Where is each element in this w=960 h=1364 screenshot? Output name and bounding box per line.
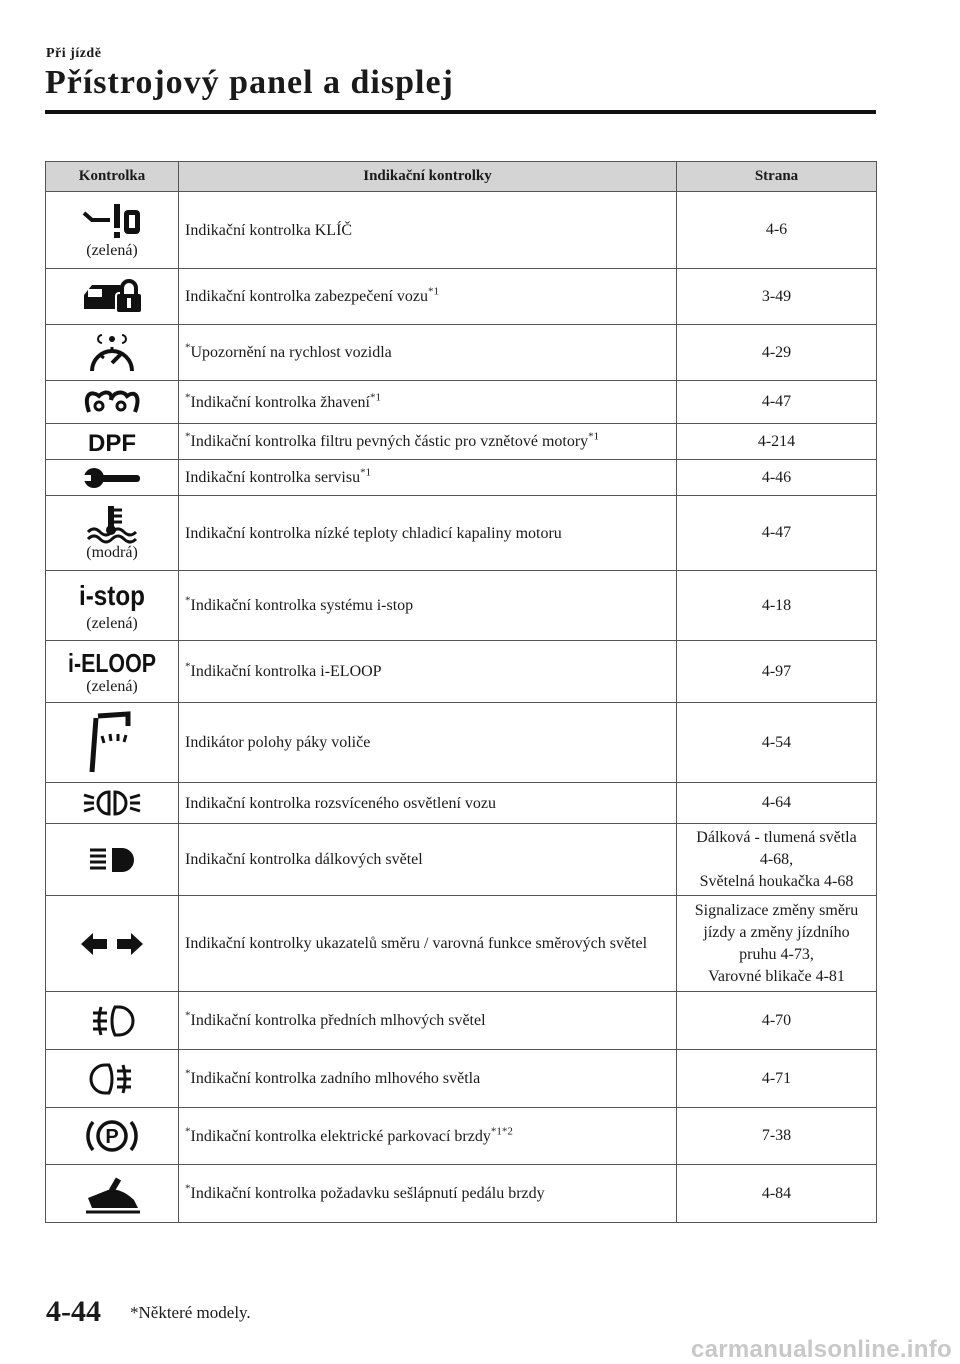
description-cell [179, 1108, 677, 1165]
front-fog-icon [87, 1003, 137, 1039]
icon-cell [46, 1050, 179, 1108]
icon-cell [46, 1165, 179, 1223]
icon-cell [46, 325, 179, 381]
page-cell [677, 1050, 877, 1108]
page-ref: Dálková - tlumená světla [696, 828, 857, 846]
page-cell [677, 703, 877, 783]
page-ref: Signalizace změny směru [694, 901, 859, 919]
description-cell [179, 1050, 677, 1108]
icon-cell [46, 1108, 179, 1165]
page-cell [677, 824, 877, 896]
page-ref: 4-68, [759, 850, 794, 868]
speed-alarm-icon [84, 331, 140, 375]
page-cell [677, 783, 877, 824]
table-row [46, 1108, 877, 1165]
page-ref: 4-47 [761, 393, 792, 410]
page-cell [677, 641, 877, 703]
description-text: Indikační kontrolka i-ELOOP [190, 663, 382, 680]
description-text: Indikační kontrolka dálkových světel [185, 851, 423, 868]
page-cell [677, 1108, 877, 1165]
page-cell [677, 460, 877, 496]
description-text: Indikátor polohy páky voliče [185, 734, 371, 751]
brake-pedal-icon [82, 1174, 142, 1214]
page-ref: jízdy a změny jízdního [703, 923, 850, 941]
description-text: Indikační kontrolka KLÍČ [185, 221, 353, 239]
page-cell [677, 192, 877, 269]
table-row [46, 571, 877, 641]
asterisk: * [185, 391, 191, 404]
icon-cell [46, 269, 179, 325]
description-cell [179, 325, 677, 381]
page-ref: 3-49 [761, 287, 792, 305]
asterisk: * [185, 341, 191, 354]
column-header: Kontrolka [46, 162, 179, 192]
key-warning-icon [80, 200, 144, 240]
table-row [46, 703, 877, 783]
icon-cell [46, 192, 179, 269]
description-cell [179, 641, 677, 703]
footnote-ref: *1 [428, 285, 439, 298]
column-header: Indikační kontrolky [179, 162, 677, 192]
table-row [46, 992, 877, 1050]
svg-text:i-ELOOP: i-ELOOP [68, 647, 156, 678]
page-title: Přístrojový panel a displej [45, 64, 454, 101]
page-cell [677, 381, 877, 424]
footnote-ref: *1 [370, 391, 381, 404]
page-ref: 4-29 [761, 343, 792, 361]
page-ref: pruhu 4-73, [739, 945, 814, 963]
description-cell [179, 992, 677, 1050]
description-cell [179, 269, 677, 325]
svg-text:i-stop: i-stop [79, 579, 145, 611]
page-ref: 4-47 [761, 524, 792, 541]
icon-cell [46, 424, 179, 460]
color-note: (zelená) [86, 242, 138, 259]
table-row [46, 192, 877, 269]
description-text: Indikační kontrolka zadního mlhového světla [190, 1070, 481, 1087]
page-cell [677, 269, 877, 325]
coolant-temperature-icon [84, 504, 140, 542]
table-row [46, 783, 877, 824]
page-cell [677, 1165, 877, 1223]
color-note: (zelená) [86, 614, 138, 632]
parking-brake-icon [82, 1114, 142, 1158]
high-beam-icon [82, 844, 142, 876]
wrench-icon [82, 466, 142, 490]
description-cell [179, 824, 677, 896]
i-stop-icon [76, 579, 148, 613]
page-cell [677, 992, 877, 1050]
asterisk: * [185, 1067, 191, 1080]
table-row [46, 460, 877, 496]
table-row [46, 1050, 877, 1108]
security-car-lock-icon [80, 279, 144, 315]
column-header: Strana [677, 162, 877, 192]
page-ref: Varovné blikače 4-81 [708, 967, 845, 985]
description-text: Indikační kontrolka zabezpečení vozu [185, 288, 428, 305]
gear-position-icon [82, 710, 142, 776]
asterisk: * [185, 660, 191, 673]
icon-cell [46, 460, 179, 496]
description-cell [179, 896, 677, 992]
page-ref: 4-18 [761, 596, 792, 614]
page-ref: 4-70 [761, 1011, 792, 1029]
footnote: *Některé modely. [130, 1303, 251, 1322]
svg-text:DPF: DPF [88, 429, 136, 457]
table-row [46, 325, 877, 381]
description-cell [179, 1165, 677, 1223]
description-cell [179, 381, 677, 424]
description-text: Indikační kontrolka rozsvíceného osvětlení vozu [185, 794, 497, 812]
page-cell [677, 424, 877, 460]
rear-fog-icon [87, 1061, 137, 1097]
table-row [46, 381, 877, 424]
page-cell [677, 496, 877, 571]
section-label: Při jízdě [46, 46, 102, 61]
color-note: (modrá) [86, 544, 138, 561]
asterisk: * [185, 1182, 191, 1195]
description-text: Indikační kontrolka žhavení [190, 393, 370, 411]
page-ref: 4-84 [761, 1184, 792, 1202]
page-ref: 4-97 [761, 662, 792, 680]
description-cell [179, 783, 677, 824]
i-eloop-icon [66, 648, 158, 676]
description-text: Indikační kontrolka systému i-stop [190, 597, 414, 614]
description-text: Indikační kontrolka filtru pevných částic pro vznětové motory [190, 433, 589, 450]
page-ref: 4-46 [761, 468, 792, 486]
description-text: Indikační kontrolka nízké teploty chladicí kapaliny motoru [185, 524, 562, 542]
asterisk: * [185, 1125, 191, 1138]
page-ref: 4-54 [761, 733, 792, 751]
table-row [46, 824, 877, 896]
description-text: Indikační kontrolka elektrické parkovací brzdy [190, 1127, 491, 1145]
table-row [46, 1165, 877, 1223]
table-row [46, 641, 877, 703]
description-text: Indikační kontrolka požadavku sešlápnutí pedálu brzdy [190, 1185, 545, 1202]
title-rule [45, 110, 876, 114]
dpf-icon [76, 429, 148, 455]
icon-cell [46, 783, 179, 824]
page-ref: Světelná houkačka 4-68 [699, 872, 854, 890]
page-ref: 4-71 [761, 1069, 792, 1087]
icon-cell [46, 824, 179, 896]
icon-cell [46, 896, 179, 992]
turn-signal-icon [79, 930, 145, 958]
description-text: Indikační kontrolka předních mlhových světel [190, 1012, 486, 1029]
parking-lights-icon [81, 789, 143, 817]
description-text: Indikační kontrolky ukazatelů směru / varovná funkce směrových světel [185, 935, 648, 952]
description-cell [179, 460, 677, 496]
page-number: 4-44 [46, 1295, 101, 1328]
footnote-ref: *1*2 [490, 1125, 513, 1138]
page-cell [677, 896, 877, 992]
page-ref: 4-64 [761, 794, 792, 811]
page-cell [677, 571, 877, 641]
table-row [46, 269, 877, 325]
icon-cell [46, 381, 179, 424]
icon-cell [46, 641, 179, 703]
icon-cell [46, 496, 179, 571]
icon-cell [46, 992, 179, 1050]
asterisk: * [185, 1009, 191, 1022]
table-row [46, 496, 877, 571]
page-ref: 7-38 [761, 1127, 792, 1144]
footnote-ref: *1 [360, 466, 372, 479]
page-ref: 4-214 [757, 432, 796, 450]
icon-cell [46, 571, 179, 641]
indicator-table [45, 161, 877, 1223]
color-note: (zelená) [86, 677, 138, 695]
icon-cell [46, 703, 179, 783]
table-row [46, 896, 877, 992]
svg-text:P: P [105, 1126, 119, 1148]
table-row [46, 424, 877, 460]
asterisk: * [185, 594, 191, 607]
description-cell [179, 703, 677, 783]
page-cell [677, 325, 877, 381]
table-header-row [46, 162, 877, 192]
description-text: Upozornění na rychlost vozidla [190, 344, 392, 361]
description-text: Indikační kontrolka servisu [185, 469, 361, 486]
description-cell [179, 496, 677, 571]
page-ref: 4-6 [765, 221, 788, 238]
description-cell [179, 571, 677, 641]
description-cell [179, 424, 677, 460]
glow-plug-icon [83, 388, 141, 416]
description-cell [179, 192, 677, 269]
footnote-ref: *1 [588, 430, 600, 443]
asterisk: * [185, 430, 191, 443]
watermark: carmanualsonline.info [690, 1336, 952, 1363]
